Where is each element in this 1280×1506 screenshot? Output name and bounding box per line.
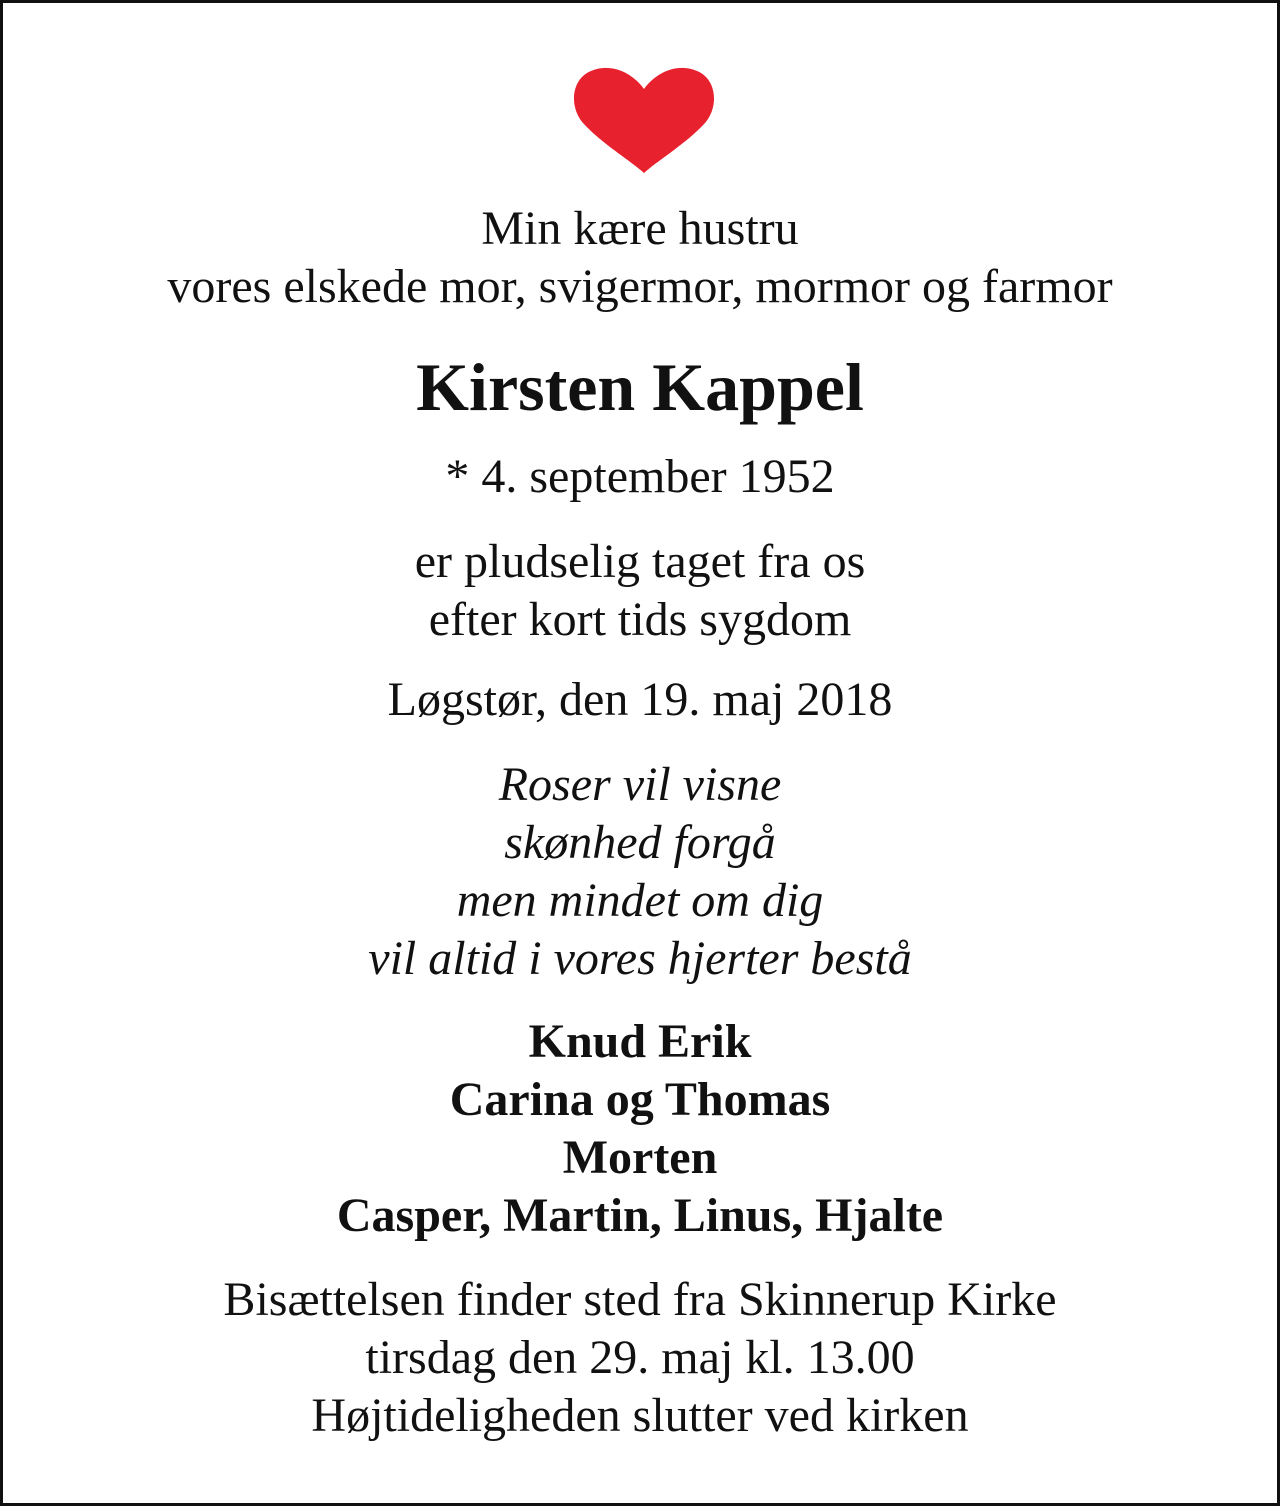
place-and-date: Løgstør, den 19. maj 2018 bbox=[387, 673, 893, 726]
verse-line: vil altid i vores hjerter bestå bbox=[368, 932, 912, 985]
family-name: Casper, Martin, Linus, Hjalte bbox=[336, 1189, 944, 1242]
family-name: Carina og Thomas bbox=[449, 1073, 831, 1126]
family-name: Knud Erik bbox=[528, 1015, 752, 1068]
verse-line: skønhed forgå bbox=[504, 816, 776, 869]
funeral-line: Bisættelsen finder sted fra Skinnerup Kirke bbox=[223, 1273, 1057, 1326]
funeral-line: Højtideligheden slutter ved kirken bbox=[311, 1389, 969, 1442]
memorial-verse bbox=[3, 756, 1277, 988]
passing-line-2: efter kort tids sygdom bbox=[428, 593, 852, 646]
birth-date: * 4. september 1952 bbox=[445, 450, 835, 503]
family-signatures bbox=[3, 1013, 1277, 1245]
passing-text bbox=[3, 533, 1277, 649]
passing-line-1: er pludselig taget fra os bbox=[414, 535, 866, 588]
verse-line: men mindet om dig bbox=[456, 874, 824, 927]
family-name: Morten bbox=[562, 1131, 718, 1184]
intro-line-2: vores elskede mor, svigermor, mormor og farmor bbox=[167, 260, 1113, 313]
intro-line-1: Min kære hustru bbox=[481, 202, 799, 255]
funeral-line: tirsdag den 29. maj kl. 13.00 bbox=[365, 1331, 915, 1384]
deceased-name: Kirsten Kappel bbox=[416, 349, 864, 425]
funeral-details bbox=[3, 1271, 1277, 1445]
verse-line: Roser vil visne bbox=[498, 758, 782, 811]
heart-icon bbox=[571, 67, 717, 173]
intro-text bbox=[3, 200, 1277, 316]
